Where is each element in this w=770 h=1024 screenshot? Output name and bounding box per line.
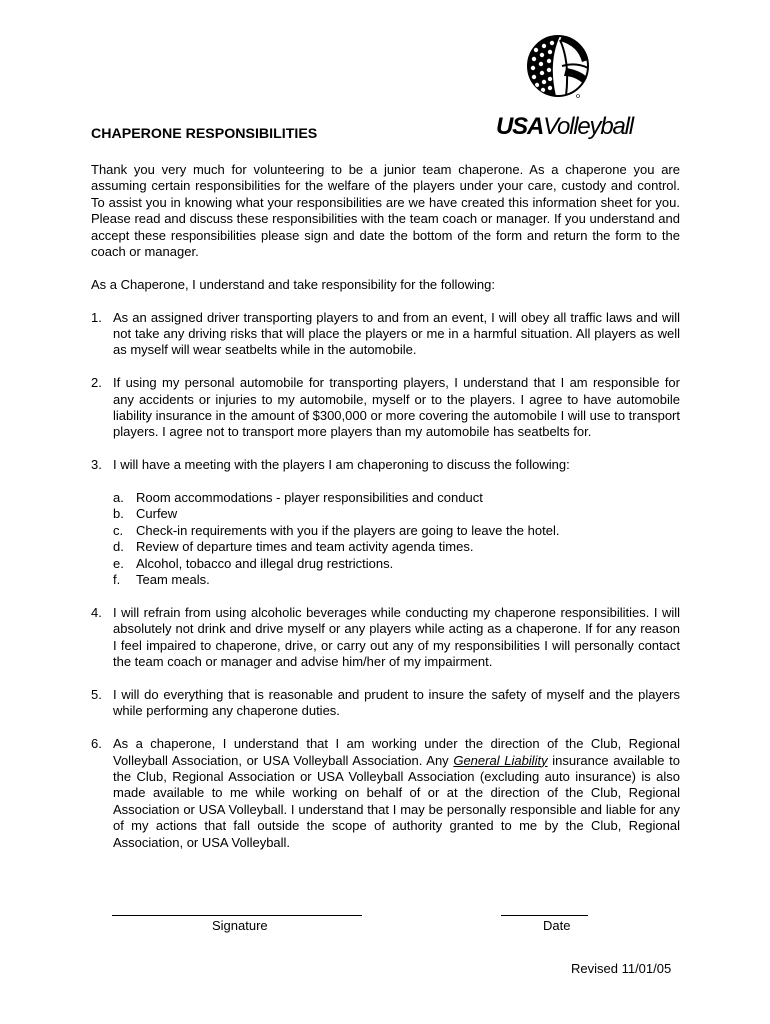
signature-line[interactable] — [112, 915, 362, 916]
date-label: Date — [543, 918, 571, 933]
item-number: 5. — [91, 686, 102, 702]
list-item — [91, 736, 680, 851]
list-item — [91, 310, 680, 359]
usa-volleyball-logo — [496, 32, 633, 142]
item-text-post: insurance available to the Club, Regional Association or USA Volleyball Association (excluding auto insurance) is also made available to me while working on behalf of or at the direction of the Club, Regional Association or USA Volleyball. I understand that I may be personally responsible and liable for any of my actions that fall outside the scope of authority granted to me by the Club, Regional Association, or USA Volleyball. — [113, 752, 681, 850]
sub-item-text: Review of departure times and team activity agenda times. — [136, 539, 474, 555]
item-number: 4. — [91, 604, 102, 620]
sub-item-letter: d. — [113, 539, 124, 555]
logo-wordmark — [496, 112, 633, 142]
sub-list-item — [113, 506, 680, 522]
list-item — [91, 687, 680, 720]
sub-item-letter: e. — [113, 555, 124, 571]
item-text: I will do everything that is reasonable and prudent to insure the safety of myself and the players while performing any chaperone duties. — [113, 686, 680, 719]
revision-date: Revised 11/01/05 — [571, 961, 672, 976]
item-text: I will refrain from using alcoholic beverages while conducting my chaperone responsibilities. I will absolutely not drink and drive myself or any players while acting as a chaperone. If for any reason I feel impaired to chaperone, drive, or carry out any of my responsibilities I will personally contact the team coach or manager and advise him/her of my impairment. — [113, 604, 680, 670]
list-item — [91, 457, 680, 588]
item-text: If using my personal automobile for transporting players, I understand that I am responsible for any accidents or injuries to my automobile, myself or to the players. I agree to have automobile liability insurance in the amount of $300,000 or more covering the automobile I will use to transport players. I agree not to transport more players than my automobile has seatbelts for. — [113, 375, 680, 440]
sub-list-item — [113, 539, 680, 555]
sub-list-item — [113, 490, 680, 506]
list-item — [91, 375, 680, 441]
sub-item-text: Room accommodations - player responsibilities and conduct — [136, 490, 483, 506]
sub-list-item — [113, 572, 680, 588]
sub-list-item — [113, 523, 680, 539]
item-number: 2. — [91, 375, 102, 391]
sub-item-letter: f. — [113, 572, 121, 588]
sub-item-text: Check-in requirements with you if the players are going to leave the hotel. — [136, 522, 560, 538]
signature-label: Signature — [212, 918, 268, 933]
responsibility-list — [91, 310, 680, 851]
sub-item-letter: c. — [113, 522, 124, 538]
logo-volleyball-text: Volleyball — [543, 113, 633, 140]
sub-item-letter: a. — [113, 490, 124, 506]
item-text-pre: As a chaperone, I understand that I am working under the direction of the Club, Regional Volleyball Association, or USA Volleyball Association. Any — [113, 736, 680, 768]
page-title: CHAPERONE RESPONSIBILITIES — [91, 126, 318, 142]
logo-usa-text: USA — [496, 113, 544, 140]
sub-item-text: Curfew — [136, 506, 178, 522]
sub-item-text: Alcohol, tobacco and illegal drug restrictions. — [136, 555, 394, 571]
meeting-topics-list — [113, 490, 680, 588]
item-text: I will have a meeting with the players I am chaperoning to discuss the following: — [113, 457, 570, 473]
item-number: 1. — [91, 309, 102, 325]
item-number: 6. — [91, 736, 102, 752]
lead-paragraph: As a Chaperone, I understand and take responsibility for the following: — [91, 276, 495, 292]
volleyball-stars-icon — [526, 32, 590, 100]
list-item — [91, 605, 680, 671]
general-liability-text: General Liability — [453, 752, 548, 768]
document-body — [91, 162, 680, 851]
sub-list-item — [113, 556, 680, 572]
sub-item-letter: b. — [113, 506, 124, 522]
intro-paragraph: Thank you very much for volunteering to be a junior team chaperone. As a chaperone you are assuming certain responsibilities for the welfare of the players under your care, custody and control. To assist you in knowing what your responsibilities are we have created this information sheet for you. Please read and discuss these responsibilities with the team coach or manager. If you understand and accept these responsibilities please sign and date the bottom of the form and return the form to the coach or manager. — [91, 162, 680, 260]
date-line[interactable] — [501, 915, 588, 916]
item-text: As an assigned driver transporting players to and from an event, I will obey all traffic laws and will not take any driving risks that will place the players or me in a harmful situation. All players as well as myself will wear seatbelts while in the automobile. — [113, 309, 680, 358]
item-number: 3. — [91, 457, 102, 473]
sub-item-text: Team meals. — [136, 572, 210, 588]
